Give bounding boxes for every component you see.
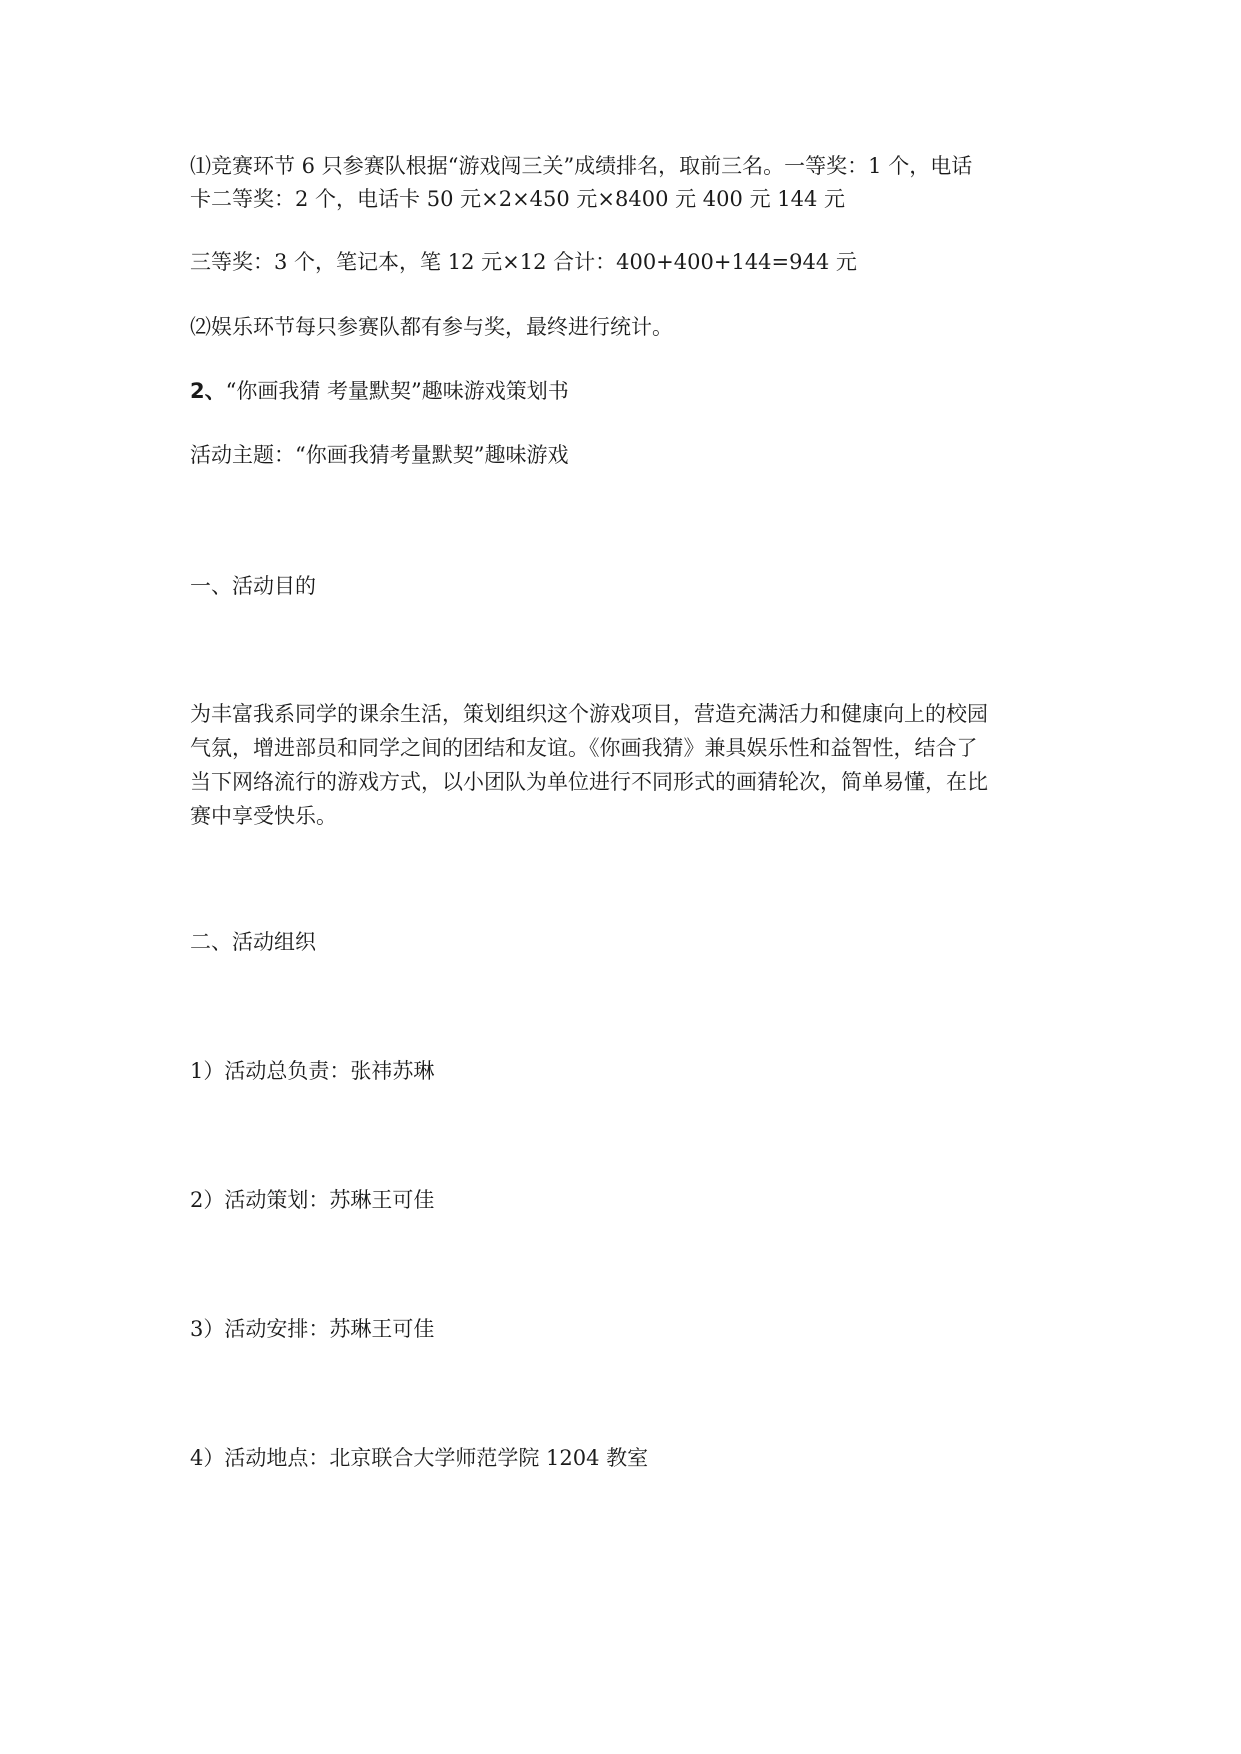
activity-theme: 活动主题：“你画我猜考量默契”趣味游戏 (190, 443, 569, 467)
heading-purpose: 一、活动目的 (190, 574, 316, 598)
heading-organization: 二、活动组织 (190, 930, 316, 954)
org-item-location: 4）活动地点：北京联合大学师范学院 1204 教室 (190, 1446, 649, 1470)
purpose-line: 为丰富我系同学的课余生活，策划组织这个游戏项目，营造充满活力和健康向上的校园 (190, 702, 988, 726)
section-title: “你画我猜 考量默契”趣味游戏策划书 (225, 379, 569, 403)
prize-text-line-2: 卡二等奖：2 个，电话卡 50 元×2×450 元×8400 元 400 元 144 元 (190, 187, 845, 211)
purpose-line: 当下网络流行的游戏方式，以小团队为单位进行不同形式的画猜轮次，简单易懂，在比 (190, 770, 988, 794)
purpose-line: 气氛，增进部员和同学之间的团结和友谊。《你画我猜》兼具娱乐性和益智性，结合了 (190, 736, 978, 760)
prize-text-line-3: 三等奖：3 个，笔记本，笔 12 元×12 合计：400+400+144=944 元 (190, 250, 857, 274)
purpose-line: 赛中享受快乐。 (190, 804, 337, 828)
prize-text-line-4: ⑵娱乐环节每只参赛队都有参与奖，最终进行统计。 (190, 315, 673, 339)
org-item-planning: 2）活动策划：苏琳王可佳 (190, 1188, 435, 1212)
org-item-lead: 1）活动总负责：张祎苏琳 (190, 1059, 435, 1083)
purpose-paragraph (190, 697, 1060, 833)
section-number: 2、 (190, 379, 226, 403)
org-item-arrangement: 3）活动安排：苏琳王可佳 (190, 1317, 435, 1341)
section-heading (190, 375, 1060, 408)
prize-text-line-1: ⑴竞赛环节 6 只参赛队根据“游戏闯三关”成绩排名，取前三名。一等奖：1 个，电话 (190, 154, 973, 178)
